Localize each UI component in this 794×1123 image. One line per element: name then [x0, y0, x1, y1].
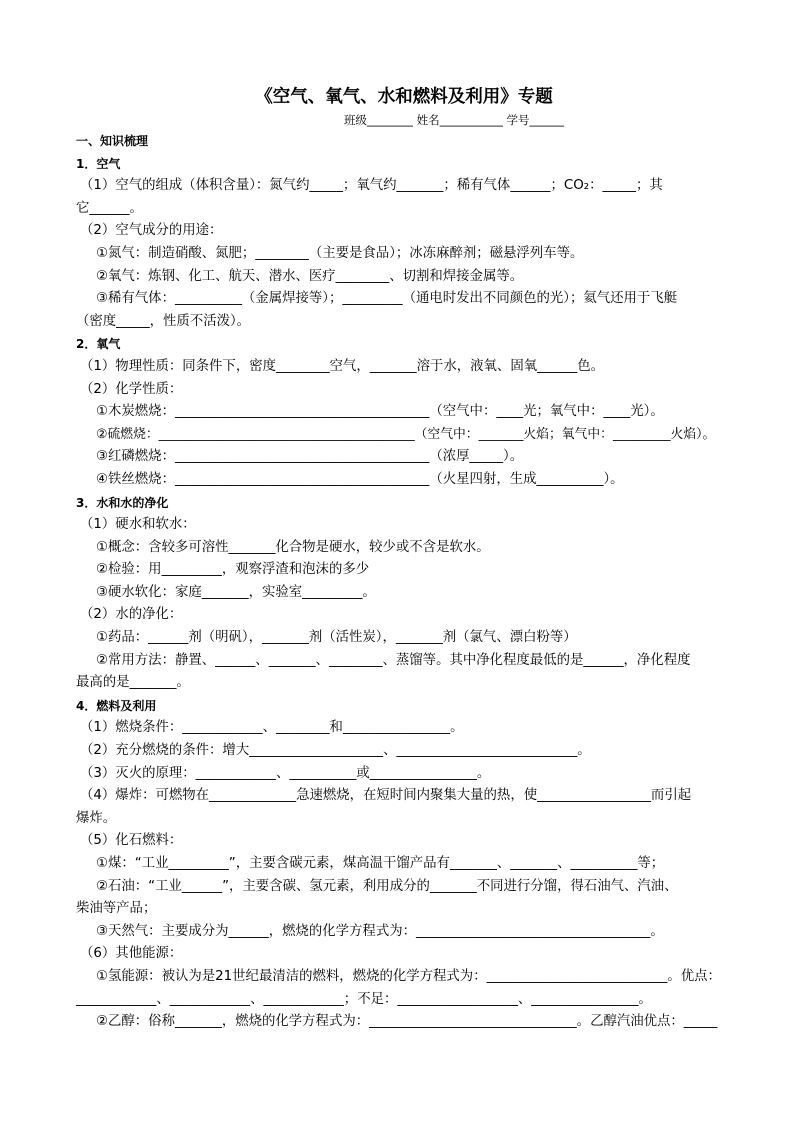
outline-line: 它______。	[76, 200, 143, 216]
outline-line: ②乙醇：俗称_______，燃烧的化学方程式为：_______________________________。乙醇汽油优点：_____	[96, 1014, 718, 1030]
outline-line: ③稀有气体：__________（金属焊接等）；_________（通电时发出不同颜色的光）；氦气还用于飞艇	[96, 291, 678, 307]
outline-line: （2）化学性质：	[80, 381, 183, 397]
knowledge-outline	[76, 153, 722, 1034]
outline-line: （1）硬水和软水：	[80, 517, 196, 533]
student-info-line: 班级________ 姓名___________ 学号______	[343, 113, 564, 127]
outline-line: ①煤：“工业_________”，主要含碳元素，煤高温干馏产品有_______、_______、__________等；	[96, 856, 665, 871]
section-heading: 一、知识梳理	[76, 134, 149, 148]
outline-line: ①木炭燃烧：______________________________________（空气中：____光；氧气中：____光）。	[96, 404, 664, 420]
outline-line: ③红磷燃烧：______________________________________（浓厚_____）。	[96, 449, 524, 465]
outline-line: （2）水的净化：	[80, 607, 183, 623]
outline-line: （1）空气的组成（体积含量）：氮气约_____；氧气约_______；稀有气体______；CO₂：_____；其	[80, 178, 663, 194]
document-page	[76, 84, 722, 1034]
outline-line: ③天然气：主要成分为______，燃烧的化学方程式为：___________________________________。	[96, 923, 664, 939]
outline-line: 柴油等产品；	[76, 901, 157, 917]
outline-line: ①药品：______剂（明矾），_______剂（活性炭），_______剂（氯气、漂白粉等）	[96, 630, 577, 646]
outline-line: （1）燃烧条件：____________、________和________________。	[80, 720, 464, 736]
outline-line: ①氮气：制造硝酸、氮肥；________（主要是食品）；冰冻麻醉剂；磁悬浮列车等。	[96, 245, 584, 261]
outline-line: 最高的是_______。	[76, 675, 190, 691]
outline-line: ①概念：含较多可溶性_______化合物是硬水，较少或不含是软水。	[96, 539, 490, 555]
outline-line: ②常用方法：静置、______、_______、________、蒸馏等。其中净化程度最低的是______，净化程度	[96, 652, 691, 668]
outline-line: ____________、____________、____________；不足：__________________、________________。	[76, 991, 652, 1007]
outline-line: ②检验：用_________，观察浮渣和泡沫的多少	[96, 562, 370, 578]
outline-line: ③硬水软化：家庭_______，实验室_________。	[96, 584, 376, 600]
outline-line: ②硫燃烧：________________________________________（空气中：_______火焰；氧气中：_________火焰）。	[96, 426, 716, 442]
outline-line: （4）爆炸：可燃物在_____________急速燃烧，在短时间内聚集大量的热，使_________________而引起	[80, 788, 692, 804]
subsection-heading: 3．水和水的净化	[76, 495, 169, 510]
outline-line: （3）灭火的原理：____________、__________或________________。	[80, 765, 491, 781]
outline-line: （1）物理性质：同条件下，密度________空气，_______溶于水，液氧、固氧______色。	[80, 358, 605, 374]
subsection-heading: 1．空气	[76, 156, 121, 171]
outline-line: ②石油：“工业______”，主要含碳、氢元素，利用成分的_______不同进行分馏，得石油气、汽油、	[96, 878, 678, 894]
outline-line: （2）空气成分的用途：	[80, 223, 223, 239]
subsection-heading: 4．燃料及利用	[76, 698, 157, 713]
outline-line: （2）充分燃烧的条件：增大____________________、___________________________。	[80, 743, 591, 759]
outline-line: （6）其他能源：	[80, 946, 183, 962]
subsection-heading: 2．氧气	[76, 337, 121, 352]
outline-line: ④铁丝燃烧：______________________________________（火星四射，生成__________）。	[96, 471, 624, 487]
outline-line: （5）化石燃料：	[80, 833, 183, 849]
outline-line: ②氧气：炼钢、化工、航天、潜水、医疗________、切割和焊接金属等。	[96, 268, 524, 284]
document-title: 《空气、氧气、水和燃料及利用》专题	[255, 87, 553, 107]
outline-line: ①氢能源：被认为是21世纪最清洁的燃料，燃烧的化学方程式为：___________________________。优点：	[96, 968, 721, 984]
outline-line: （密度_____，性质不活泼）。	[76, 313, 251, 329]
outline-line: 爆炸。	[76, 810, 117, 826]
